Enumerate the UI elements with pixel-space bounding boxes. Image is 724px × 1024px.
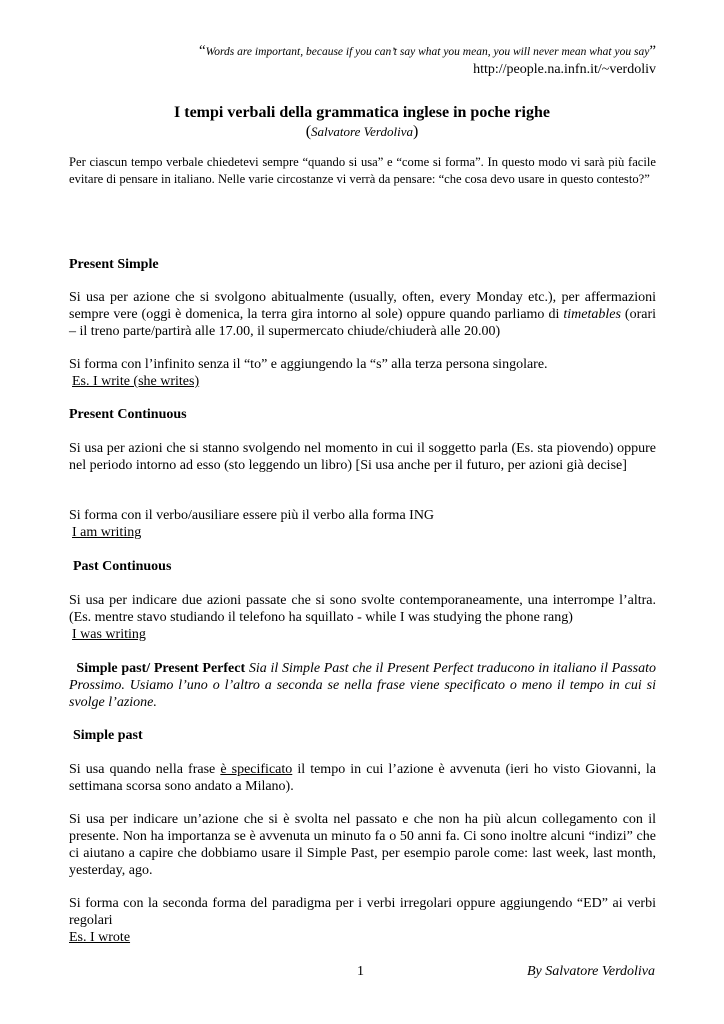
simple-past-heading: Simple past xyxy=(73,728,143,743)
header-quote xyxy=(199,43,656,60)
present-continuous-example xyxy=(72,524,141,541)
simple-past-usage-start: Si usa quando nella frase xyxy=(69,762,216,777)
simple-past-present-perfect-note xyxy=(69,660,656,711)
simple-past-usage xyxy=(69,761,656,795)
simple-past-form: Si forma con la seconda forma del paradigma per i verbi irregolari oppure aggiungendo “ED” ai verbi regolari xyxy=(69,896,656,928)
page-number: 1 xyxy=(357,964,364,979)
intro-paragraph: Per ciascun tempo verbale chiedetevi sempre “quando si usa” e “come si forma”. In questo modo vi sarà più facile evitare di pensare in italiano. Nelle varie circostanze vi verrà da pensare: “che cosa devo usare in questo contesto?” xyxy=(69,155,656,186)
simple-past-example xyxy=(69,929,130,946)
header-url: http://people.na.infn.it/~verdoliv xyxy=(473,62,656,77)
simple-past-usage-2: Si usa per indicare un’azione che si è svolta nel passato e che non ha più alcun collegamento con il presente. Non ha importanza se è avvenuta un minuto fa o 50 anni fa. Ci sono inoltre alcuni “indizi” che ci aiutano a capire che dobbiamo usare il Simple Past, per esempio parole come: last week, last month, yesterday, ago. xyxy=(69,812,656,878)
footer-author: By Salvatore Verdoliva xyxy=(526,964,655,979)
document-author: (Salvatore Verdoliva) xyxy=(305,123,419,140)
present-continuous-example-text: I am writing xyxy=(72,525,142,540)
present-simple-example-text: Es. I write (she writes) xyxy=(72,374,200,389)
past-continuous-example xyxy=(72,626,146,643)
past-continuous-heading: Past Continuous xyxy=(73,559,172,574)
timetables-term: timetables xyxy=(563,307,621,322)
present-simple-usage-end: (orari – il treno parte/partirà alle 17.00, il supermercato chiude/chiuderà alle 20.00) xyxy=(69,307,657,339)
present-simple-usage-text: Si usa per azione che si svolgono abitualmente (usually, often, every Monday etc.), per affermazioni sempre vere (oggi è domenica, la terra gira intorno al sole) oppure quando parliamo di xyxy=(69,290,656,322)
past-continuous-example-text: I was writing xyxy=(72,627,146,642)
quote-open-mark: “ xyxy=(199,43,206,59)
quote-text: Words are important, because if you can’t say what you mean, you will never mean what you say xyxy=(205,46,650,58)
present-simple-heading: Present Simple xyxy=(69,257,159,272)
author-name: Salvatore Verdoliva xyxy=(311,124,413,139)
present-continuous-heading: Present Continuous xyxy=(69,407,187,422)
present-simple-form: Si forma con l’infinito senza il “to” e aggiungendo la “s” alla terza persona singolare. xyxy=(69,357,548,372)
present-continuous-usage: Si usa per azioni che si stanno svolgendo nel momento in cui il soggetto parla (Es. sta piovendo) oppure nel periodo intorno ad esso (sto leggendo un libro) [Si usa anche per il futuro, per azioni già decise] xyxy=(69,441,656,473)
present-simple-usage xyxy=(69,289,656,340)
quote-close-mark: ” xyxy=(649,43,656,59)
simple-past-present-perfect-heading: Simple past/ Present Perfect xyxy=(76,661,246,676)
present-continuous-form: Si forma con il verbo/ausiliare essere più il verbo alla forma ING xyxy=(69,508,435,523)
past-continuous-usage: Si usa per indicare due azioni passate che si sono svolte contemporaneamente, una interrompe l’altra. (Es. mentre stavo studiando il telefono ha squillato - while I was studying the phone rang) xyxy=(69,593,656,625)
simple-past-usage-end: il tempo in cui l’azione è avvenuta (ieri ho visto Giovanni, la settimana scorsa sono andato a Milano). xyxy=(69,762,656,794)
specificato-underlined: è specificato xyxy=(220,762,293,777)
simple-past-present-perfect-text: Sia il Simple Past che il Present Perfect traducono in italiano il Passato Prossimo. Usiamo l’uno o l’altro a seconda se nella frase viene specificato o meno il tempo in cui si svolge l’azione. xyxy=(69,661,657,710)
present-simple-example xyxy=(72,373,199,390)
document-title: I tempi verbali della grammatica inglese in poche righe xyxy=(174,104,550,121)
simple-past-example-text: Es. I wrote xyxy=(69,930,131,945)
